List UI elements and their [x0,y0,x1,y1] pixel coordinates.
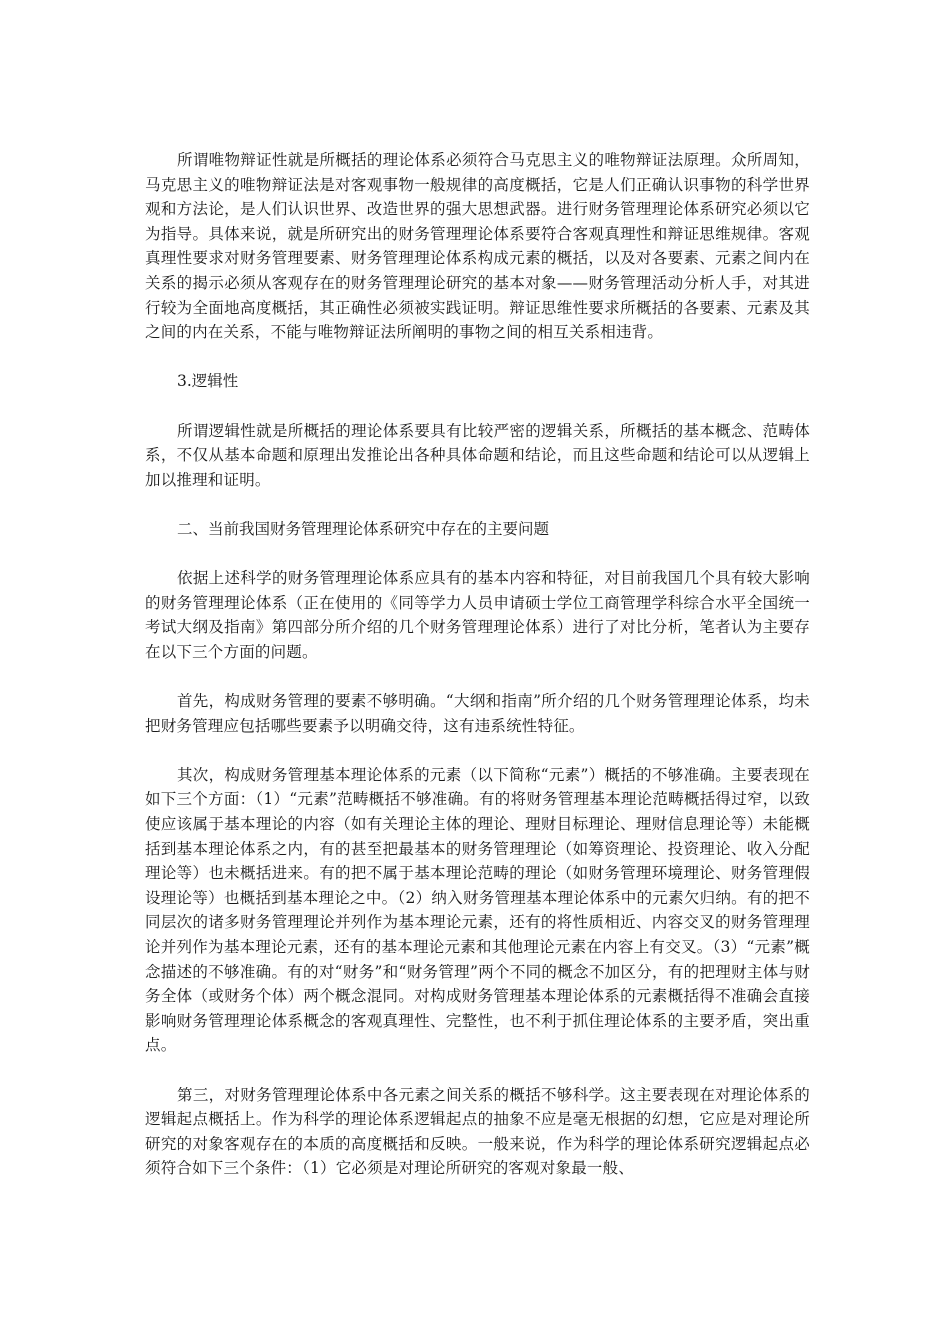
paragraph-second: 其次，构成财务管理基本理论体系的元素（以下简称“元素”）概括的不够准确。主要表现在如下三个方面：（1）“元素”范畴概括不够准确。有的将财务管理基本理论范畴概括得过窄，以致使应该属于基本理论的内容（如有关理论主体的理论、理财目标理论、理财信息理论等）未能概括到基本理论体系之内，有的甚至把最基本的财务管理理论（如筹资理论、投资理论、收入分配理论等）也未概括进来。有的把不属于基本理论范畴的理论（如财务管理环境理论、财务管理假设理论等）也概括到基本理论之中。（2）纳入财务管理基本理论体系中的元素欠归纳。有的把不同层次的诸多财务管理理论并列作为基本理论元素，还有的将性质相近、内容交叉的财务管理理论并列作为基本理论元素，还有的基本理论元素和其他理论元素在内容上有交叉。（3）“元素”概念描述的不够准确。有的对“财务”和“财务管理”两个不同的概念不加区分，有的把理财主体与财务全体（或财务个体）两个概念混同。对构成财务管理基本理论体系的元素概括得不准确会直接影响财务管理理论体系概念的客观真理性、完整性，也不利于抓住理论体系的主要矛盾，突出重点。 [145,765,810,1055]
document-page [145,148,810,1181]
paragraph-dialectical: 所谓唯物辩证性就是所概括的理论体系必须符合马克思主义的唯物辩证法原理。众所周知，马克思主义的唯物辩证法是对客观事物一般规律的高度概括，它是人们正确认识事物的科学世界观和方法论，是人们认识世界、改造世界的强大思想武器。进行财务管理理论体系研究必须以它为指导。具体来说，就是所研究出的财务管理理论体系要符合客观真理性和辩证思维规律。客观真理性要求对财务管理要素、财务管理理论体系构成元素的概括，以及对各要素、元素之间内在关系的揭示必须从客观存在的财务管理理论研究的基本对象——财务管理活动分析人手，对其进行较为全面地高度概括，其正确性必须被实践证明。辩证思维性要求所概括的各要素、元素及其之间的内在关系，不能与唯物辩证法所阐明的事物之间的相互关系相违背。 [145,151,810,342]
heading-section-two: 二、当前我国财务管理理论体系研究中存在的主要问题 [177,519,550,538]
paragraph-third: 第三，对财务管理理论体系中各元素之间关系的概括不够科学。这主要表现在对理论体系的逻辑起点概括上。作为科学的理论体系逻辑起点的抽象不应是毫无根据的幻想，它应是对理论所研究的对象客观存在的本质的高度概括和反映。一般来说，作为科学的理论体系研究逻辑起点必须符合如下三个条件：（1）它必须是对理论所研究的客观对象最一般、 [145,1085,810,1178]
heading-logic: 3.逻辑性 [177,372,239,391]
paragraph-logic: 所谓逻辑性就是所概括的理论体系要具有比较严密的逻辑关系，所概括的基本概念、范畴体系，不仅从基本命题和原理出发推论出各种具体命题和结论，而且这些命题和结论可以从逻辑上加以推理和证明。 [145,421,810,489]
paragraph-overview: 依据上述科学的财务管理理论体系应具有的基本内容和特征，对目前我国几个具有较大影响的财务管理理论体系（正在使用的《同等学力人员申请硕士学位工商管理学科综合水平全国统一考试大纲及指南》第四部分所介绍的几个财务管理理论体系）进行了对比分析，笔者认为主要存在以下三个方面的问题。 [145,569,810,661]
paragraph-first: 首先，构成财务管理的要素不够明确。“大纲和指南”所介绍的几个财务管理理论体系，均未把财务管理应包括哪些要素予以明确交待，这有违系统性特征。 [145,692,810,735]
